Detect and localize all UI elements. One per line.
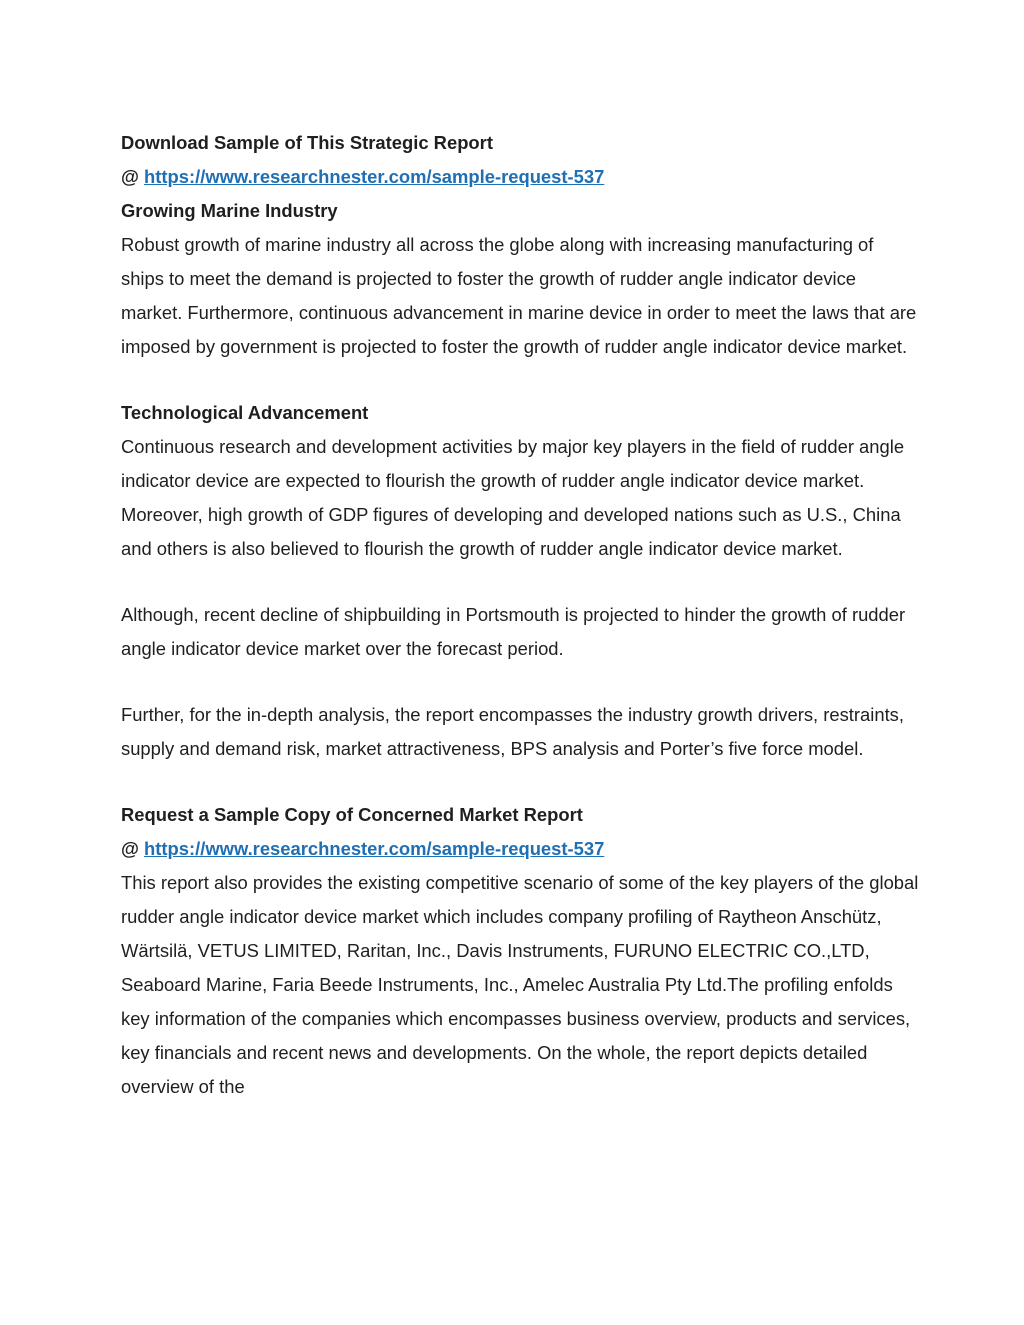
marine-industry-heading: Growing Marine Industry <box>121 200 338 221</box>
at-symbol: @ <box>121 166 145 187</box>
at-symbol: @ <box>121 838 145 859</box>
paragraph-spacer <box>121 566 921 598</box>
document-page <box>121 126 921 1104</box>
technological-advancement-paragraph: Continuous research and development activities by major key players in the field of rudder angle indicator device are expected to flourish the growth of rudder angle indicator device market. Moreover, high growth of GDP figures of developing and developed nations such as U.S., China and others is also believed to flourish the growth of rudder angle indicator device market. <box>121 436 905 559</box>
paragraph-spacer <box>121 766 921 798</box>
request-link-line <box>121 832 921 866</box>
request-sample-heading: Request a Sample Copy of Concerned Market Report <box>121 804 583 825</box>
paragraph-spacer <box>121 666 921 698</box>
sample-request-link[interactable]: https://www.researchnester.com/sample-request-537 <box>144 838 605 859</box>
competitive-scenario-paragraph: This report also provides the existing competitive scenario of some of the key players of the global rudder angle indicator device market which includes company profiling of Raytheon Anschütz, Wärtsilä, VETUS LIMITED, Raritan, Inc., Davis Instruments, FURUNO ELECTRIC CO.,LTD, Seaboard Marine, Faria Beede Instruments, Inc., Amelec Australia Pty Ltd.The profiling enfolds key information of the companies which encompasses business overview, products and services, key financials and recent news and developments. On the whole, the report depicts detailed overview of the <box>121 872 919 1097</box>
technological-advancement-heading: Technological Advancement <box>121 402 369 423</box>
decline-paragraph: Although, recent decline of shipbuilding in Portsmouth is projected to hinder the growth of rudder angle indicator device market over the forecast period. <box>121 604 906 659</box>
download-link-line <box>121 160 921 194</box>
download-sample-heading: Download Sample of This Strategic Report <box>121 132 493 153</box>
marine-industry-paragraph: Robust growth of marine industry all across the globe along with increasing manufacturing of ships to meet the demand is projected to foster the growth of rudder angle indicator device market. Furthermore, continuous advancement in marine device in order to meet the laws that are imposed by government is projected to foster the growth of rudder angle indicator device market. <box>121 234 917 357</box>
paragraph-spacer <box>121 364 921 396</box>
analysis-paragraph: Further, for the in-depth analysis, the report encompasses the industry growth drivers, restraints, supply and demand risk, market attractiveness, BPS analysis and Porter’s five force model. <box>121 704 904 759</box>
sample-request-link[interactable]: https://www.researchnester.com/sample-request-537 <box>144 166 605 187</box>
